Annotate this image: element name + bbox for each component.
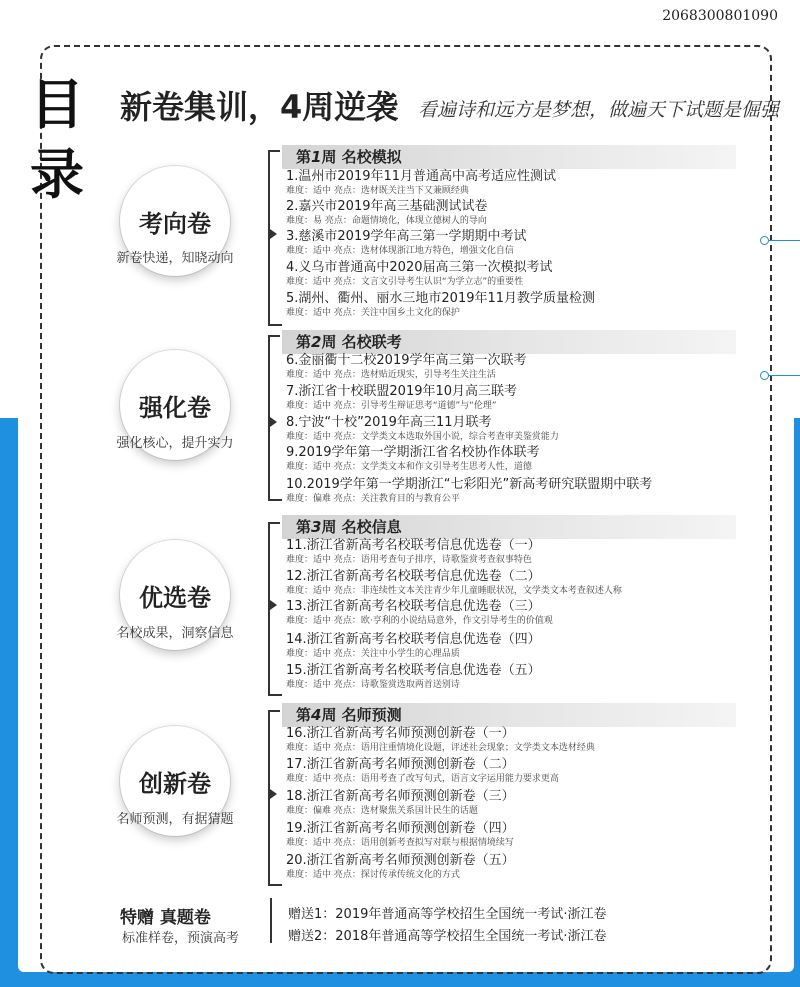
item-title: 11.浙江省新高考名校联考信息优选卷（一） bbox=[286, 538, 541, 553]
list-item[interactable] bbox=[286, 291, 595, 319]
binding-line bbox=[768, 375, 800, 376]
list-item[interactable] bbox=[286, 789, 515, 817]
section-circle-label: 优选卷 bbox=[139, 583, 211, 612]
item-detail: 难度：适中 亮点：引导考生辩证思考“道德”与“伦理” bbox=[286, 401, 497, 411]
contents-side-title-text: 目录 bbox=[30, 73, 84, 206]
bonus-caption: 标准样卷，预演高考 bbox=[122, 931, 240, 946]
item-title: 1.温州市2019年11月普通高中高考适应性测试 bbox=[286, 169, 557, 184]
item-title: 10.2019学年第一学期浙江“七彩阳光”新高考研究联盟期中联考 bbox=[286, 477, 653, 492]
item-detail: 难度：适中 亮点：选材既关注当下又兼顾经典 bbox=[286, 186, 469, 196]
item-detail: 难度：适中 亮点：语用创新考查拟写对联与根据情境续写 bbox=[286, 838, 514, 848]
item-detail: 难度：适中 亮点：语用考查了改写句式，语言文字运用能力要求更高 bbox=[286, 774, 559, 784]
item-title: 4.义乌市普通高中2020届高三第一次模拟考试 bbox=[286, 260, 553, 275]
item-detail: 难度：适中 亮点：文学类文本和作文引导考生思考人性，道德 bbox=[286, 462, 532, 472]
section-circle-label: 考向卷 bbox=[139, 209, 211, 238]
list-item[interactable] bbox=[286, 477, 652, 505]
item-title: 2.嘉兴市2019年高三基础测试试卷 bbox=[286, 199, 488, 214]
bracket-pointer-icon bbox=[270, 229, 277, 239]
item-detail: 难度：适中 亮点：选材贴近现实，引导考生关注生活 bbox=[286, 370, 496, 380]
item-detail: 难度：适中 亮点：非连续性文本关注青少年儿童睡眠状况，文学类文本考查叙述人称 bbox=[286, 586, 622, 596]
week-prefix: 第 bbox=[296, 333, 312, 351]
section-circle-label: 强化卷 bbox=[139, 393, 211, 422]
item-title: 20.浙江省新高考名师预测创新卷（五） bbox=[286, 853, 515, 868]
list-item[interactable] bbox=[286, 445, 540, 473]
bonus-item[interactable]: 赠送1：2019年普通高等学校招生全国统一考试·浙江卷 bbox=[288, 907, 607, 922]
item-detail: 难度：偏难 亮点：选材聚焦关系国计民生的话题 bbox=[286, 806, 478, 816]
item-detail: 难度：适中 亮点：关注中小学生的心理品质 bbox=[286, 649, 460, 659]
item-detail: 难度：适中 亮点：关注中国乡土文化的保护 bbox=[286, 308, 460, 318]
section-caption: 名师预测，有据猜题 bbox=[116, 812, 234, 827]
list-item[interactable] bbox=[286, 569, 622, 597]
bracket-pointer-icon bbox=[270, 600, 277, 610]
list-item[interactable] bbox=[286, 632, 541, 660]
list-item[interactable] bbox=[286, 260, 553, 288]
list-item[interactable] bbox=[286, 229, 527, 257]
week-number: 2 bbox=[311, 333, 322, 351]
week-title: 周 名校信息 bbox=[321, 518, 402, 536]
week-prefix: 第 bbox=[296, 706, 312, 724]
list-item[interactable] bbox=[286, 384, 517, 412]
slogan: 看遍诗和远方是梦想，做遍天下试题是倔强 bbox=[418, 99, 780, 121]
item-detail: 难度：适中 亮点：语用注重情境化设题，评述社会现象；文学类文本选材经典 bbox=[286, 743, 595, 753]
item-title: 18.浙江省新高考名师预测创新卷（三） bbox=[286, 789, 515, 804]
list-item[interactable] bbox=[286, 663, 541, 691]
item-detail: 难度：易 亮点：命题情境化，体现立德树人的导向 bbox=[286, 216, 487, 226]
week-title: 周 名校模拟 bbox=[321, 148, 402, 166]
item-detail: 难度：适中 亮点：探讨传承传统文化的方式 bbox=[286, 870, 460, 880]
bonus-list bbox=[270, 898, 752, 943]
list-item[interactable] bbox=[286, 599, 553, 627]
list-item[interactable] bbox=[286, 821, 515, 849]
week-title: 周 名校联考 bbox=[321, 333, 402, 351]
item-title: 13.浙江省新高考名校联考信息优选卷（三） bbox=[286, 599, 541, 614]
week-title: 周 名师预测 bbox=[321, 706, 402, 724]
section-caption: 新卷快递，知晓动向 bbox=[116, 251, 234, 266]
week-prefix: 第 bbox=[296, 518, 312, 536]
item-title: 15.浙江省新高考名校联考信息优选卷（五） bbox=[286, 663, 541, 678]
list-item[interactable] bbox=[286, 538, 541, 566]
item-title: 8.宁波“十校”2019年高三11月联考 bbox=[286, 415, 492, 430]
item-title: 16.浙江省新高考名师预测创新卷（一） bbox=[286, 726, 515, 741]
bracket-pointer-icon bbox=[270, 789, 277, 799]
week-header bbox=[282, 703, 736, 727]
section-circle-label: 创新卷 bbox=[139, 769, 211, 798]
list-item[interactable] bbox=[286, 199, 488, 227]
week-header bbox=[282, 515, 736, 539]
week-number: 3 bbox=[311, 518, 322, 536]
week-number: 1 bbox=[311, 148, 322, 166]
week-header bbox=[282, 330, 736, 354]
section-caption: 名校成果，洞察信息 bbox=[116, 626, 234, 641]
item-title: 7.浙江省十校联盟2019年10月高三联考 bbox=[286, 384, 518, 399]
week-number: 4 bbox=[311, 706, 322, 724]
section-caption: 强化核心，提升实力 bbox=[116, 436, 234, 451]
item-title: 9.2019学年第一学期浙江省名校协作体联考 bbox=[286, 445, 540, 460]
item-detail: 难度：适中 亮点：诗歌鉴赏选取两首送别诗 bbox=[286, 680, 460, 690]
item-detail: 难度：适中 亮点：选材体现浙江地方特色，增强文化自信 bbox=[286, 246, 514, 256]
contents-side-title bbox=[30, 70, 90, 210]
headline: 新卷集训，4周逆袭 bbox=[120, 88, 399, 126]
list-item[interactable] bbox=[286, 726, 595, 754]
list-item[interactable] bbox=[286, 415, 559, 443]
item-detail: 难度：适中 亮点：文学类文本选取外国小说，综合考查审美鉴赏能力 bbox=[286, 432, 559, 442]
item-title: 5.湖州、衢州、丽水三地市2019年11月教学质量检测 bbox=[286, 291, 596, 306]
list-item[interactable] bbox=[286, 169, 556, 197]
item-title: 14.浙江省新高考名校联考信息优选卷（四） bbox=[286, 632, 541, 647]
item-title: 19.浙江省新高考名师预测创新卷（四） bbox=[286, 821, 515, 836]
bracket-pointer-icon bbox=[270, 417, 277, 427]
list-item[interactable] bbox=[286, 353, 527, 381]
item-title: 6.金丽衢十二校2019学年高三第一次联考 bbox=[286, 353, 527, 368]
product-code: 2068300801090 bbox=[662, 8, 778, 24]
item-detail: 难度：偏难 亮点：关注教育目的与教育公平 bbox=[286, 494, 460, 504]
week-header bbox=[282, 145, 736, 169]
item-detail: 难度：适中 亮点：欧·亨利的小说结局意外，作文引导考生的价值观 bbox=[286, 616, 553, 626]
item-title: 17.浙江省新高考名师预测创新卷（二） bbox=[286, 757, 515, 772]
binding-line bbox=[768, 240, 800, 241]
item-detail: 难度：适中 亮点：文言文引导考生认识“为学立志”的重要性 bbox=[286, 277, 524, 287]
item-detail: 难度：适中 亮点：语用考查句子排序，诗歌鉴赏考查叙事特色 bbox=[286, 555, 532, 565]
bonus-item[interactable]: 赠送2：2018年普通高等学校招生全国统一考试·浙江卷 bbox=[288, 929, 607, 944]
list-item[interactable] bbox=[286, 853, 515, 881]
list-item[interactable] bbox=[286, 757, 559, 785]
item-title: 12.浙江省新高考名校联考信息优选卷（二） bbox=[286, 569, 541, 584]
item-title: 3.慈溪市2019学年高三第一学期期中考试 bbox=[286, 229, 527, 244]
bonus-title: 特赠 真题卷 bbox=[120, 908, 211, 928]
week-prefix: 第 bbox=[296, 148, 312, 166]
